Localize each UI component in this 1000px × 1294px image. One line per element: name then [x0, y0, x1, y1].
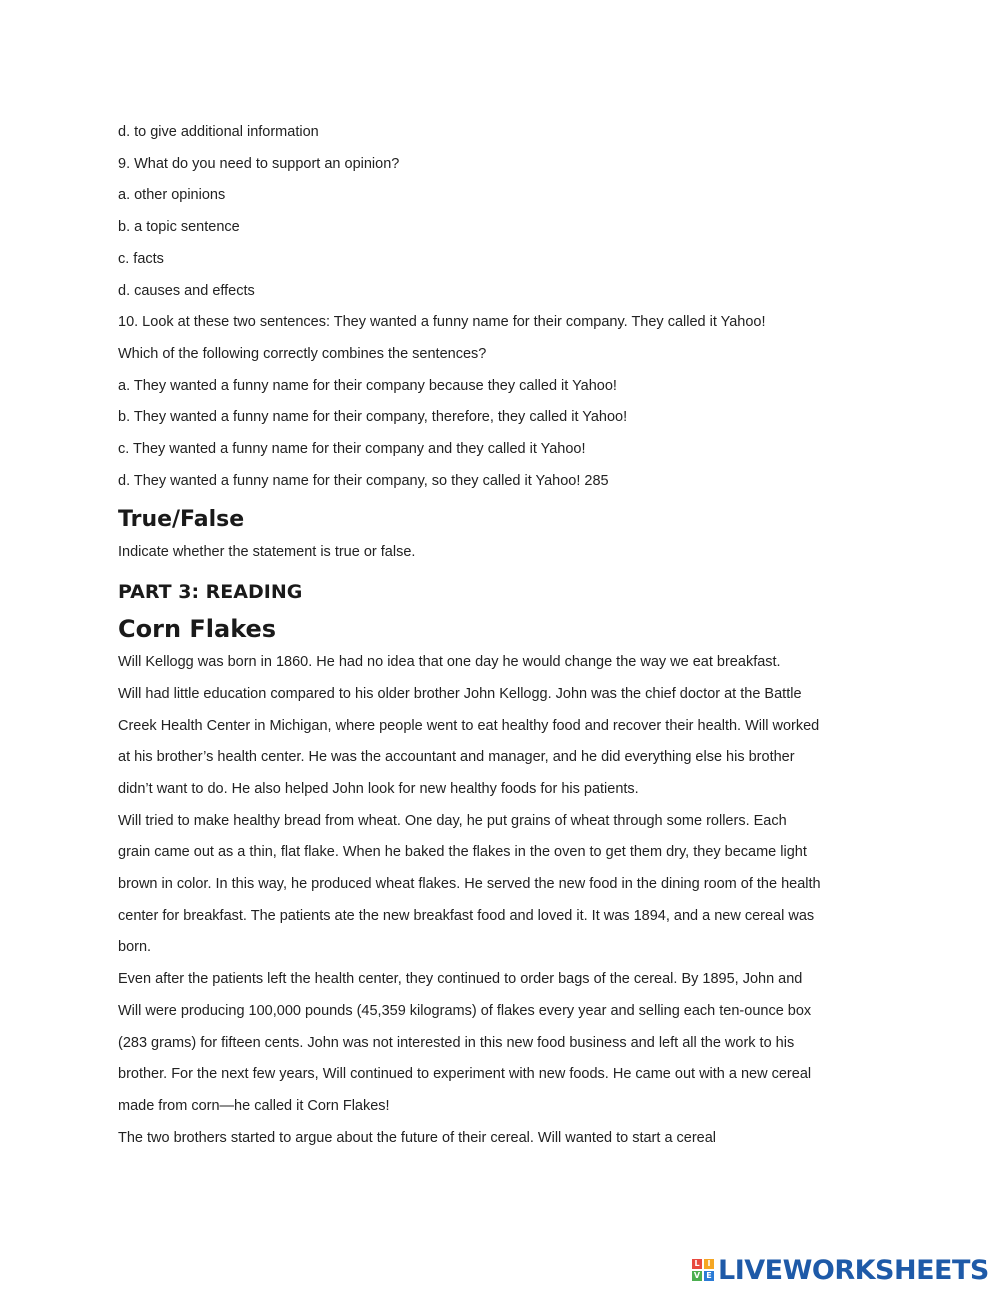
- worksheet-page: [118, 117, 878, 1154]
- paragraph-line: (283 grams) for fifteen cents. John was not interested in this new food business and left all the work to his: [118, 1034, 795, 1051]
- question-line: a. other opinions: [118, 187, 226, 204]
- question-line: b. They wanted a funny name for their company, therefore, they called it Yahoo!: [118, 409, 628, 426]
- paragraph: [118, 647, 878, 679]
- paragraph-line: The two brothers started to argue about the future of their cereal. Will wanted to start a cereal: [118, 1129, 717, 1146]
- question-line: d. causes and effects: [118, 282, 255, 299]
- paragraph-line: didn’t want to do. He also helped John look for new healthy foods for his patients.: [118, 780, 639, 797]
- paragraph-line: grain came out as a thin, flat flake. When he baked the flakes in the oven to get them dry, they became light: [118, 844, 807, 861]
- question-line: Which of the following correctly combines the sentences?: [118, 345, 487, 362]
- paragraph: [118, 1123, 878, 1155]
- liveworksheets-logo: [692, 1254, 989, 1286]
- paragraph: [118, 679, 878, 806]
- question-line: c. facts: [118, 250, 164, 267]
- question-line: 10. Look at these two sentences: They wanted a funny name for their company. They called it Yahoo!: [118, 314, 766, 331]
- logo-block: L: [692, 1259, 702, 1269]
- true-false-heading: True/False: [118, 507, 245, 533]
- question-line: d. They wanted a funny name for their company, so they called it Yahoo! 285: [118, 472, 609, 489]
- article-title: Corn Flakes: [118, 615, 277, 644]
- logo-block: E: [704, 1271, 714, 1281]
- paragraph-line: brother. For the next few years, Will continued to experiment with new foods. He came out with a new cereal: [118, 1066, 812, 1083]
- paragraph-line: born.: [118, 939, 152, 956]
- paragraph-line: Creek Health Center in Michigan, where people went to eat healthy food and recover their health. Will worked: [118, 717, 820, 734]
- paragraph-line: Even after the patients left the health center, they continued to order bags of the cereal. By 1895, John and: [118, 971, 803, 988]
- question-line: b. a topic sentence: [118, 219, 240, 236]
- article-body: [118, 647, 878, 1154]
- part-heading: PART 3: READING: [118, 581, 303, 604]
- paragraph-line: at his brother’s health center. He was the accountant and manager, and he did everything else his brother: [118, 749, 795, 766]
- paragraph: [118, 964, 878, 1123]
- paragraph: [118, 806, 878, 965]
- logo-block: I: [704, 1259, 714, 1269]
- paragraph-line: center for breakfast. The patients ate the new breakfast food and loved it. It was 1894, and a new cereal was: [118, 907, 815, 924]
- logo-text: LIVEWORKSHEETS: [718, 1254, 989, 1286]
- paragraph-line: brown in color. In this way, he produced wheat flakes. He served the new food in the dining room of the health: [118, 876, 821, 893]
- true-false-instruction: Indicate whether the statement is true or false.: [118, 544, 416, 561]
- question-line: 9. What do you need to support an opinion?: [118, 155, 400, 172]
- logo-block: V: [693, 1271, 701, 1280]
- question-line: a. They wanted a funny name for their company because they called it Yahoo!: [118, 377, 617, 394]
- question-line: d. to give additional information: [118, 124, 319, 140]
- question-list: [118, 117, 878, 497]
- paragraph-line: Will tried to make healthy bread from wheat. One day, he put grains of wheat through some rollers. Each: [118, 812, 787, 829]
- logo-blocks-icon: [692, 1259, 714, 1281]
- question-line: c. They wanted a funny name for their company and they called it Yahoo!: [118, 441, 586, 458]
- paragraph-line: made from corn—he called it Corn Flakes!: [118, 1097, 390, 1114]
- paragraph-line: Will were producing 100,000 pounds (45,359 kilograms) of flakes every year and selling each ten-ounce box: [118, 1002, 812, 1019]
- paragraph-line: Will had little education compared to his older brother John Kellogg. John was the chief doctor at the Battle: [118, 685, 802, 702]
- paragraph-line: Will Kellogg was born in 1860. He had no idea that one day he would change the way we eat breakfast.: [118, 654, 781, 671]
